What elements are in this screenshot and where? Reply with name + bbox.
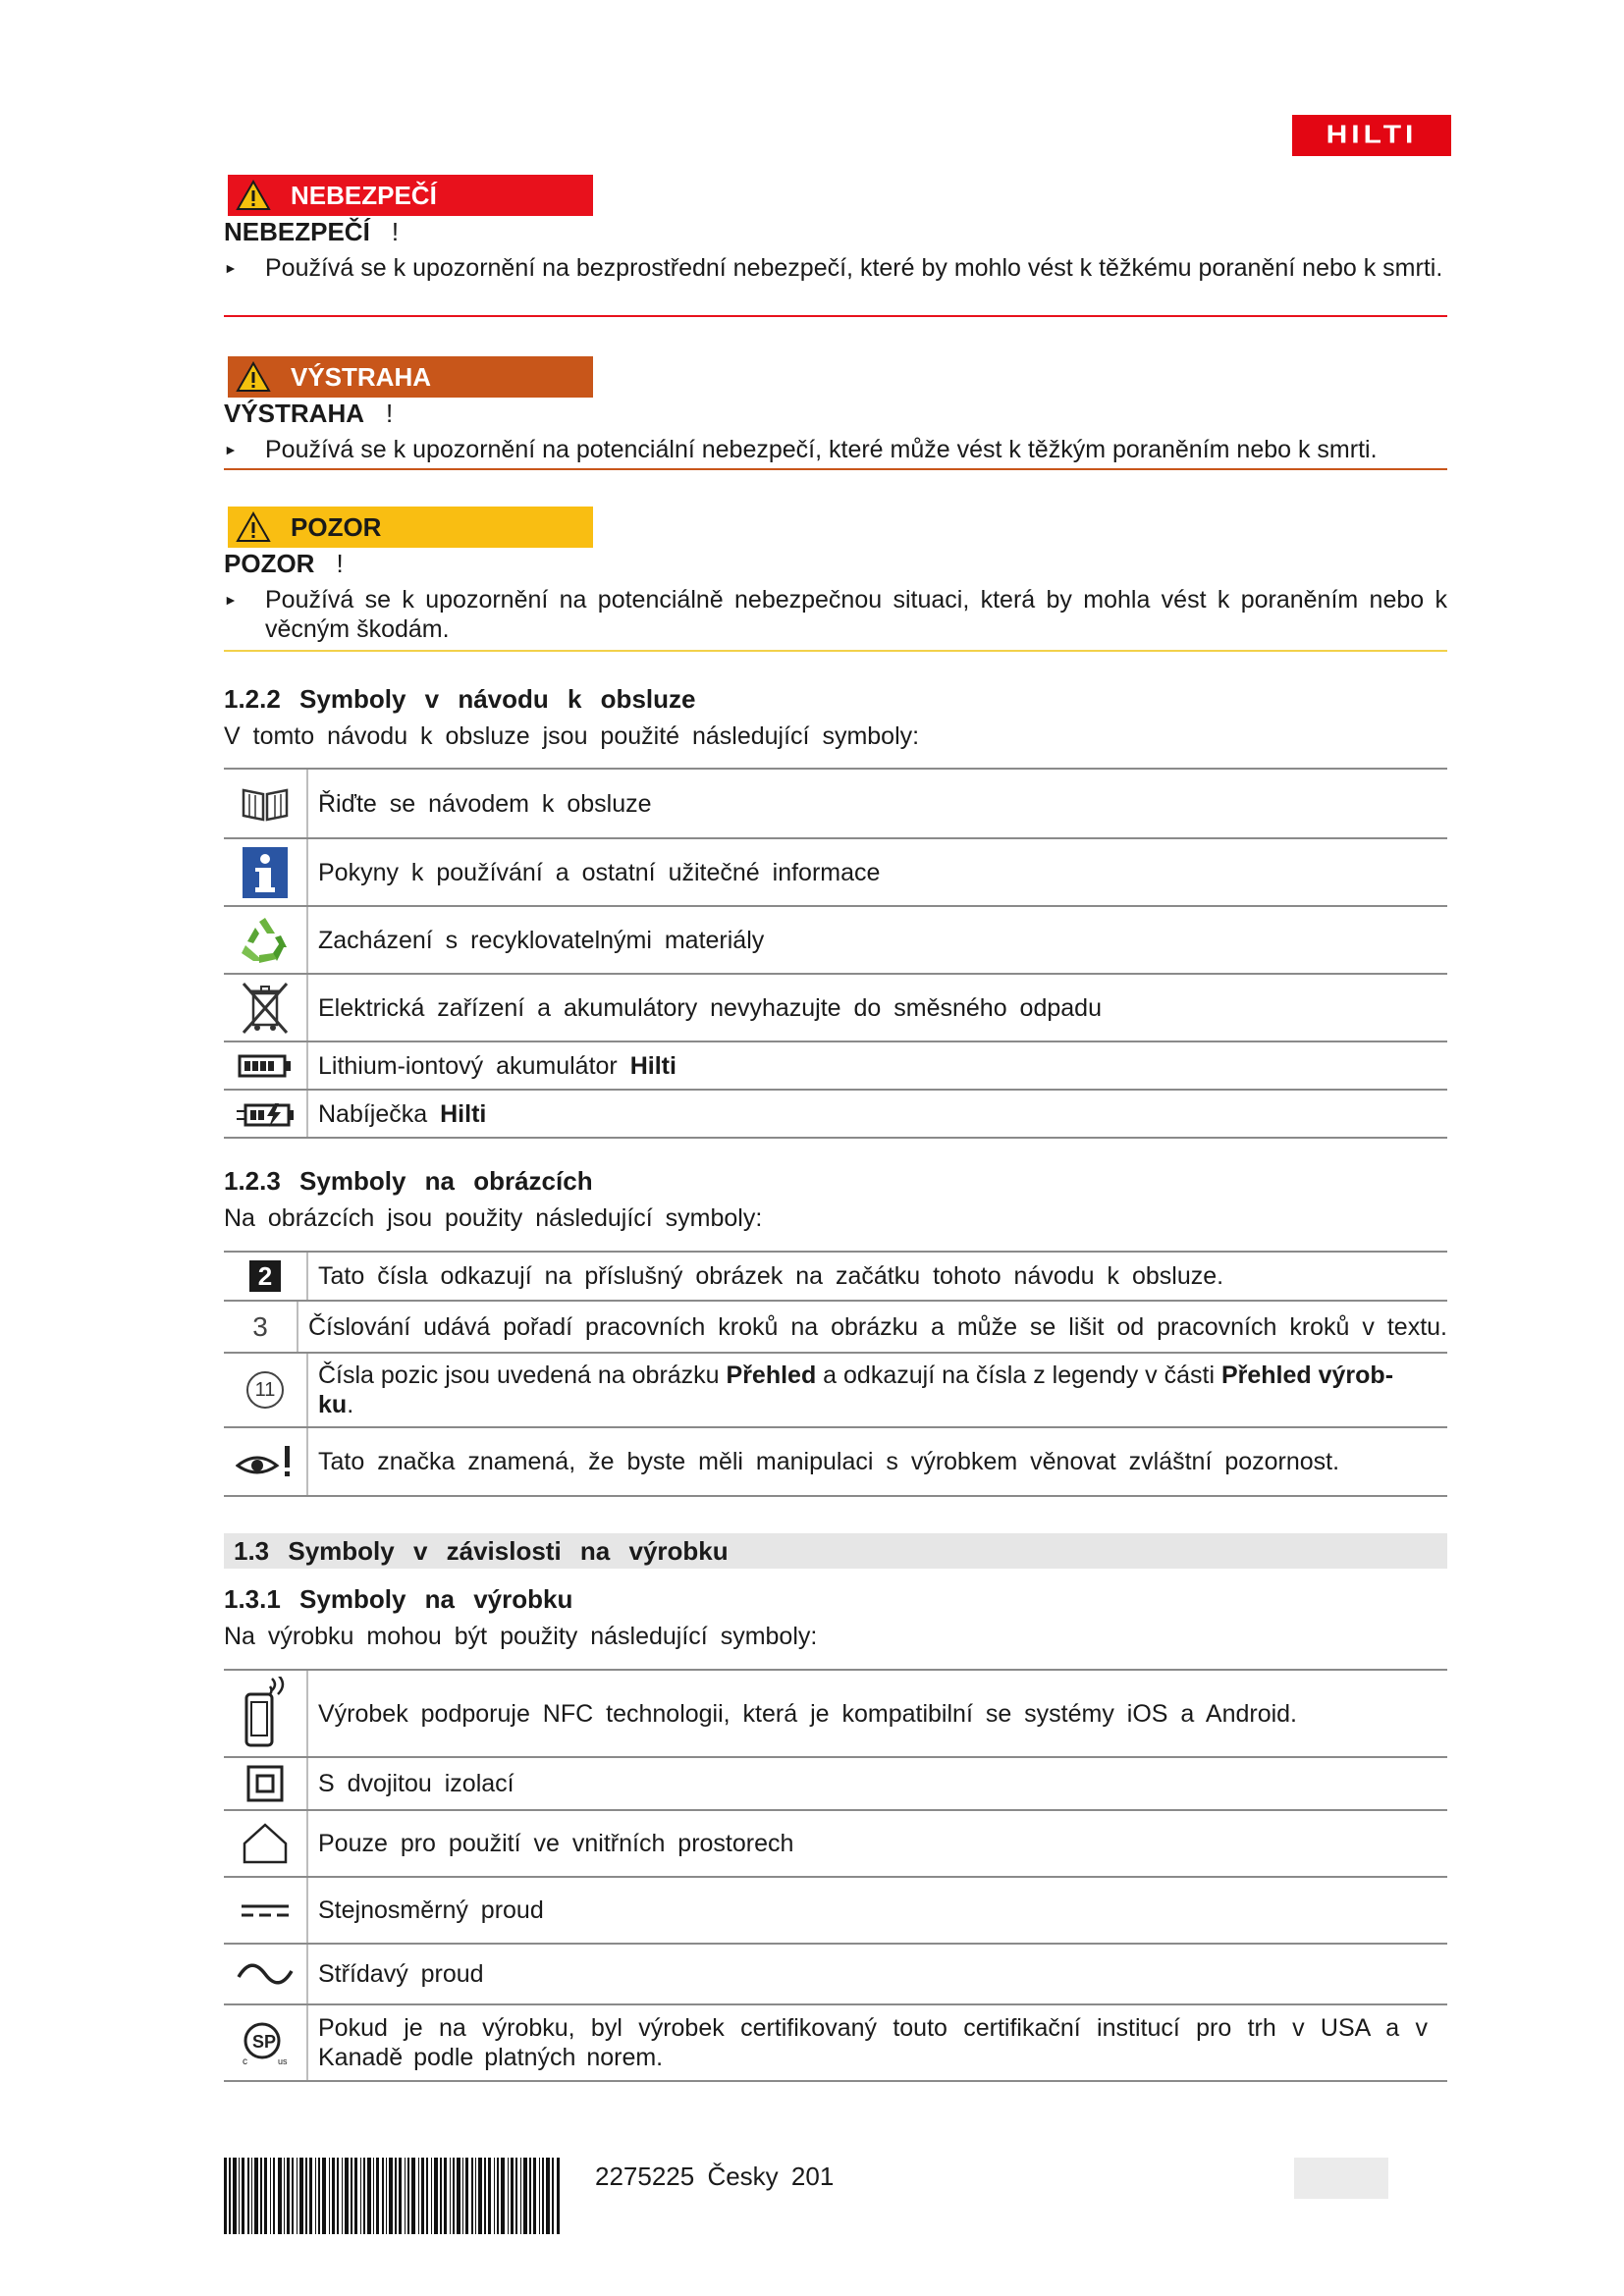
svg-text:SP: SP: [252, 2032, 277, 2052]
section-122-heading: 1.2.2 Symboly v návodu k obsluze: [224, 684, 696, 714]
warning-triangle-icon: [236, 511, 271, 543]
section-122-intro: V tomto návodu k obsluze jsou použité následující symboly:: [224, 722, 920, 750]
attention-eye-icon: [236, 1442, 295, 1481]
footer-text: 2275225 Česky 201: [595, 2162, 835, 2191]
position-number-icon: 11: [246, 1371, 284, 1409]
recycling-icon: [238, 914, 293, 967]
csa-certification-icon: [239, 2017, 292, 2068]
caution-description: ► Používá se k upozornění na potenciálně nebezpečnou situaci, která by mohla vést k poraněním nebo k věcným škodám.: [224, 586, 1447, 643]
warning-banner: [228, 356, 593, 398]
table-row: [224, 1878, 1447, 1945]
table-row: [224, 975, 1447, 1042]
caution-title: POZOR !: [224, 549, 344, 578]
step-number-icon: 3: [252, 1310, 268, 1342]
table-cell-text: Elektrická zařízení a akumulátory nevyhazujte do směsného odpadu: [318, 993, 1102, 1022]
caution-banner-label: POZOR: [291, 511, 382, 542]
direct-current-icon: [240, 1900, 291, 1920]
info-icon: [242, 846, 289, 899]
table-row: [224, 1758, 1447, 1811]
caution-banner: [228, 507, 593, 548]
section-123-heading: 1.2.3 Symboly na obrázcích: [224, 1166, 593, 1196]
battery-icon: [238, 1053, 293, 1079]
figure-symbols-table: [224, 1251, 1447, 1497]
danger-rule: [224, 315, 1447, 317]
table-row: [224, 2005, 1447, 2082]
table-cell-text: Nabíječka Hilti: [318, 1099, 487, 1128]
table-row: [224, 907, 1447, 975]
section-13-heading: 1.3 Symboly v závislosti na výrobku: [224, 1533, 1447, 1569]
double-insulation-icon: [246, 1765, 284, 1802]
table-cell-text: S dvojitou izolací: [318, 1770, 514, 1797]
table-cell-text: Čísla pozic jsou uvedená na obrázku Přehled a odkazují na čísla z legendy v části Přehled výrob-ku.: [318, 1362, 1394, 1418]
table-row: [224, 1945, 1447, 2005]
figure-number-icon: 2: [249, 1260, 281, 1292]
table-row: [224, 839, 1447, 907]
danger-description: ► Používá se k upozornění na bezprostřední nebezpečí, které by mohlo vést k těžkému poranění nebo k smrti.: [224, 254, 1443, 282]
danger-banner: [228, 175, 593, 216]
manual-symbols-table: [224, 768, 1447, 1139]
table-row: [224, 1811, 1447, 1878]
caution-rule: [224, 650, 1447, 652]
danger-title: NEBEZPEČÍ !: [224, 217, 400, 246]
table-cell-text: Pokud je na výrobku, byl výrobek certifikovaný touto certifikační institucí pro trh v USA a v Kanadě podle platných norem.: [318, 2014, 1428, 2071]
crossed-bin-icon: [240, 980, 291, 1037]
alternating-current-icon: [237, 1961, 294, 1987]
charger-icon: [236, 1099, 295, 1129]
table-cell-text: Zacházení s recyklovatelnými materiály: [318, 926, 765, 954]
table-cell-text: Pouze pro použití ve vnitřních prostorech: [318, 1830, 794, 1857]
table-cell-text: Tato značka znamená, že byste měli manipulaci s výrobkem věnovat zvláštní pozornost.: [318, 1448, 1340, 1475]
page-tab: [1294, 2158, 1388, 2199]
hilti-logo: HILTI: [1292, 115, 1451, 156]
table-row: [224, 1354, 1447, 1428]
table-cell-text: Tato čísla odkazují na příslušný obrázek na začátku tohoto návodu k obsluze.: [318, 1262, 1224, 1290]
nfc-phone-icon: [241, 1677, 290, 1751]
table-cell-text: Střídavý proud: [318, 1960, 484, 1988]
table-row: [224, 1091, 1447, 1139]
table-row: [224, 1042, 1447, 1091]
warning-triangle-icon: [236, 180, 271, 211]
table-row: [224, 1428, 1447, 1497]
indoor-house-icon: [241, 1822, 290, 1865]
warning-description: ► Používá se k upozornění na potenciální nebezpečí, které může vést k těžkým poraněním nebo k smrti.: [224, 436, 1378, 463]
table-row: [224, 1302, 1447, 1354]
warning-title: VÝSTRAHA !: [224, 399, 394, 428]
manual-book-icon: [240, 784, 291, 824]
product-symbols-table: [224, 1669, 1447, 2082]
table-cell-text: Výrobek podporuje NFC technologii, která je kompatibilní se systémy iOS a Android.: [318, 1699, 1298, 1728]
table-cell-text: Pokyny k používání a ostatní užitečné informace: [318, 858, 881, 886]
svg-text:us: us: [278, 2056, 288, 2066]
danger-banner-label: NEBEZPEČÍ: [291, 180, 437, 210]
table-row: [224, 1253, 1447, 1302]
svg-text:c: c: [243, 2056, 247, 2067]
table-cell-text: Řiďte se návodem k obsluze: [318, 789, 652, 818]
table-cell-text: Číslování udává pořadí pracovních kroků na obrázku a může se lišit od pracovních kroků v textu.: [308, 1312, 1447, 1341]
table-row: [224, 1671, 1447, 1758]
section-131-intro: Na výrobku mohou být použity následující symboly:: [224, 1623, 818, 1650]
section-131-heading: 1.3.1 Symboly na výrobku: [224, 1584, 573, 1614]
table-cell-text: Stejnosměrný proud: [318, 1896, 544, 1924]
warning-banner-label: VÝSTRAHA: [291, 361, 432, 392]
barcode: [224, 2158, 562, 2234]
warning-rule: [224, 468, 1447, 470]
section-123-intro: Na obrázcích jsou použity následující symboly:: [224, 1204, 763, 1232]
table-row: [224, 770, 1447, 839]
table-cell-text: Lithium-iontový akumulátor Hilti: [318, 1051, 677, 1080]
warning-triangle-icon: [236, 361, 271, 393]
